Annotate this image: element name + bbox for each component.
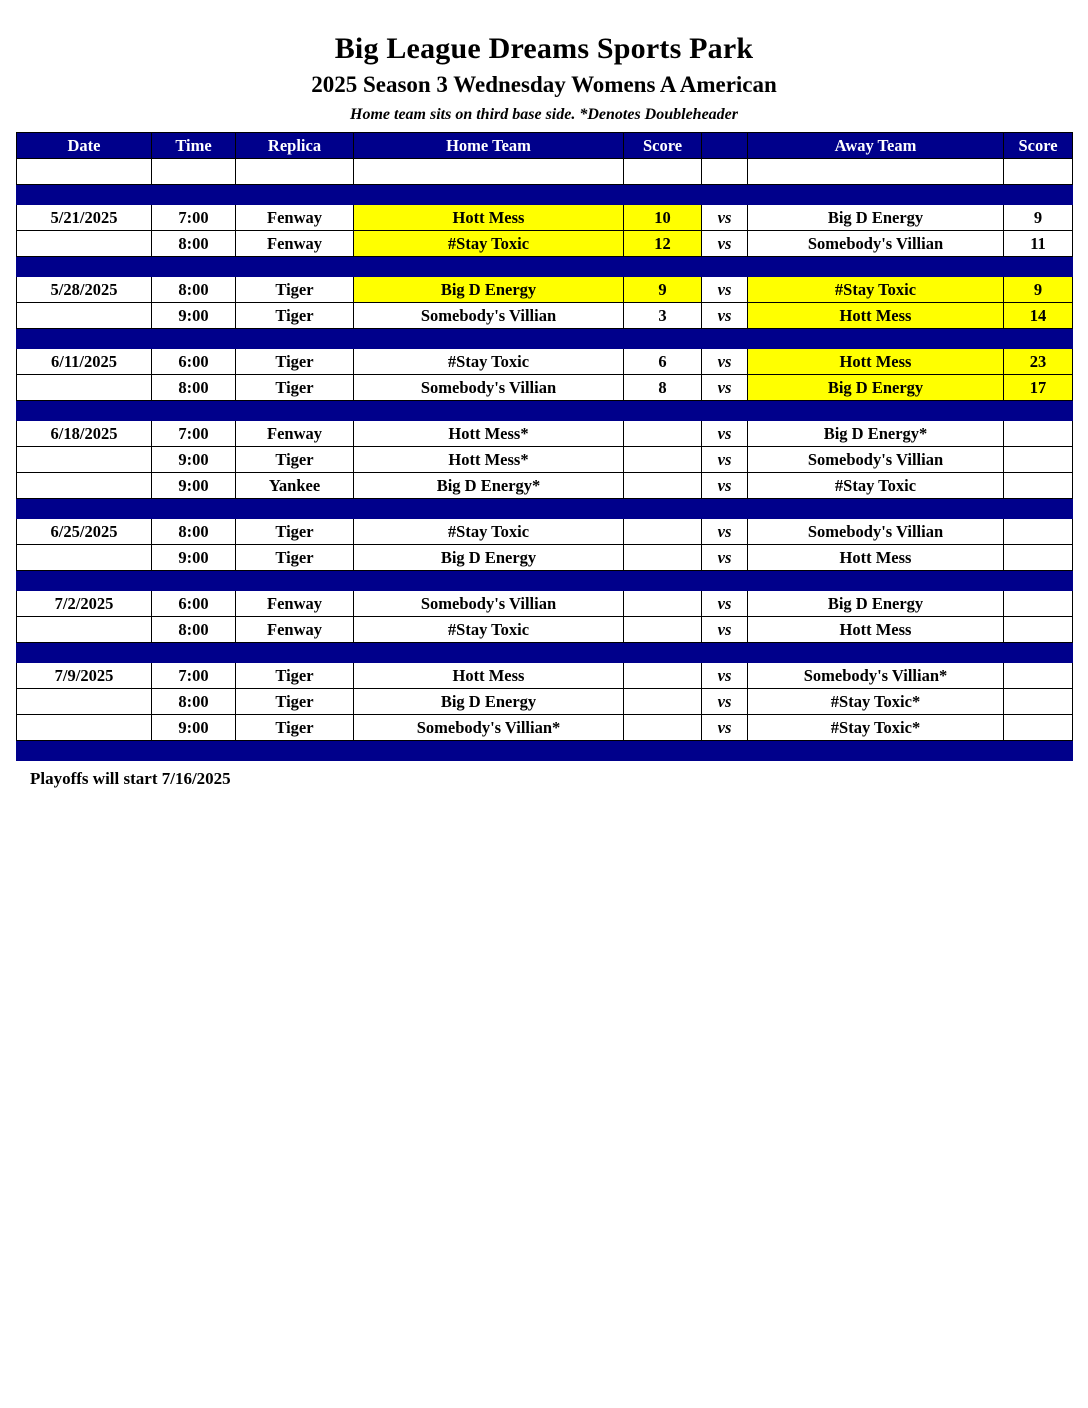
cell-home-team: #Stay Toxic <box>354 519 624 545</box>
cell-vs: vs <box>702 349 748 375</box>
cell-away-score: 9 <box>1004 277 1073 303</box>
cell-vs: vs <box>702 231 748 257</box>
cell-away-score <box>1004 617 1073 643</box>
section-divider <box>17 329 1073 349</box>
cell-vs: vs <box>702 303 748 329</box>
column-header-replica: Replica <box>236 133 354 159</box>
cell-date <box>17 617 152 643</box>
cell-away-team: Hott Mess <box>748 349 1004 375</box>
cell-home-team: Big D Energy* <box>354 473 624 499</box>
cell-time: 8:00 <box>152 519 236 545</box>
cell-away-team: #Stay Toxic <box>748 277 1004 303</box>
cell-away-team: Somebody's Villian <box>748 447 1004 473</box>
cell-replica: Tiger <box>236 663 354 689</box>
cell-home-score <box>624 473 702 499</box>
cell-time: 8:00 <box>152 375 236 401</box>
section-divider <box>17 741 1073 761</box>
table-row <box>17 545 1073 571</box>
cell-replica: Fenway <box>236 421 354 447</box>
column-header-home-team: Home Team <box>354 133 624 159</box>
cell-vs: vs <box>702 715 748 741</box>
cell-date: 6/18/2025 <box>17 421 152 447</box>
cell-replica: Tiger <box>236 349 354 375</box>
cell-time: 8:00 <box>152 277 236 303</box>
column-header-date: Date <box>17 133 152 159</box>
cell-time: 9:00 <box>152 473 236 499</box>
column-header-time: Time <box>152 133 236 159</box>
page-subtitle: 2025 Season 3 Wednesday Womens A American <box>311 72 777 97</box>
table-body <box>17 159 1073 761</box>
cell-home-team: Big D Energy <box>354 689 624 715</box>
cell-away-score <box>1004 545 1073 571</box>
playoffs-note: Playoffs will start 7/16/2025 <box>30 769 231 788</box>
cell-away-score <box>1004 473 1073 499</box>
cell-away-team: Somebody's Villian <box>748 519 1004 545</box>
cell-time: 7:00 <box>152 663 236 689</box>
cell-replica: Yankee <box>236 473 354 499</box>
cell-home-team: Big D Energy <box>354 545 624 571</box>
cell-replica: Tiger <box>236 545 354 571</box>
page-title: Big League Dreams Sports Park <box>334 32 754 65</box>
empty-cell <box>1004 159 1073 185</box>
section-divider-row <box>17 257 1073 277</box>
cell-home-score: 9 <box>624 277 702 303</box>
column-header-away-score: Score <box>1004 133 1073 159</box>
cell-replica: Fenway <box>236 617 354 643</box>
cell-vs: vs <box>702 205 748 231</box>
cell-home-team: Somebody's Villian <box>354 591 624 617</box>
cell-vs: vs <box>702 375 748 401</box>
cell-away-score <box>1004 663 1073 689</box>
section-divider-row <box>17 643 1073 663</box>
table-row <box>17 689 1073 715</box>
cell-away-team: Hott Mess <box>748 303 1004 329</box>
cell-home-team: Hott Mess* <box>354 421 624 447</box>
cell-time: 8:00 <box>152 689 236 715</box>
cell-vs: vs <box>702 473 748 499</box>
empty-cell <box>624 159 702 185</box>
table-row <box>17 715 1073 741</box>
table-header <box>17 133 1073 159</box>
cell-home-score <box>624 617 702 643</box>
cell-vs: vs <box>702 689 748 715</box>
column-header-away-team: Away Team <box>748 133 1004 159</box>
cell-away-team: Big D Energy <box>748 375 1004 401</box>
cell-home-team: Hott Mess <box>354 205 624 231</box>
cell-away-team: #Stay Toxic* <box>748 715 1004 741</box>
cell-home-team: #Stay Toxic <box>354 231 624 257</box>
table-row <box>17 591 1073 617</box>
column-header-vs <box>702 133 748 159</box>
cell-home-team: Hott Mess* <box>354 447 624 473</box>
cell-home-score: 12 <box>624 231 702 257</box>
cell-away-team: Big D Energy <box>748 205 1004 231</box>
cell-time: 7:00 <box>152 205 236 231</box>
cell-date <box>17 303 152 329</box>
cell-home-score: 8 <box>624 375 702 401</box>
cell-replica: Tiger <box>236 519 354 545</box>
table-row <box>17 375 1073 401</box>
empty-row <box>17 159 1073 185</box>
section-divider <box>17 571 1073 591</box>
cell-date: 5/21/2025 <box>17 205 152 231</box>
cell-away-team: Somebody's Villian* <box>748 663 1004 689</box>
cell-home-score <box>624 447 702 473</box>
cell-date <box>17 473 152 499</box>
cell-away-score <box>1004 715 1073 741</box>
cell-time: 6:00 <box>152 591 236 617</box>
empty-cell <box>354 159 624 185</box>
cell-away-score <box>1004 447 1073 473</box>
cell-away-team: #Stay Toxic <box>748 473 1004 499</box>
cell-date: 6/25/2025 <box>17 519 152 545</box>
cell-time: 8:00 <box>152 231 236 257</box>
cell-away-score <box>1004 689 1073 715</box>
cell-away-score: 11 <box>1004 231 1073 257</box>
empty-cell <box>748 159 1004 185</box>
cell-date: 6/11/2025 <box>17 349 152 375</box>
cell-replica: Tiger <box>236 447 354 473</box>
cell-away-score <box>1004 591 1073 617</box>
section-divider <box>17 257 1073 277</box>
cell-home-score <box>624 715 702 741</box>
cell-home-team: #Stay Toxic <box>354 349 624 375</box>
cell-home-team: Hott Mess <box>354 663 624 689</box>
cell-replica: Fenway <box>236 205 354 231</box>
cell-home-score: 10 <box>624 205 702 231</box>
section-divider-row <box>17 499 1073 519</box>
table-row <box>17 349 1073 375</box>
cell-date: 5/28/2025 <box>17 277 152 303</box>
cell-replica: Tiger <box>236 375 354 401</box>
cell-vs: vs <box>702 545 748 571</box>
cell-away-team: Somebody's Villian <box>748 231 1004 257</box>
table-row <box>17 447 1073 473</box>
cell-home-team: Big D Energy <box>354 277 624 303</box>
cell-home-score <box>624 519 702 545</box>
cell-date: 7/2/2025 <box>17 591 152 617</box>
table-header-row <box>17 133 1073 159</box>
cell-vs: vs <box>702 519 748 545</box>
cell-home-score <box>624 663 702 689</box>
cell-time: 7:00 <box>152 421 236 447</box>
cell-time: 9:00 <box>152 303 236 329</box>
cell-away-score <box>1004 421 1073 447</box>
section-divider-row <box>17 329 1073 349</box>
section-divider <box>17 185 1073 205</box>
cell-time: 9:00 <box>152 545 236 571</box>
section-divider-row <box>17 185 1073 205</box>
table-row <box>17 421 1073 447</box>
cell-away-team: Big D Energy* <box>748 421 1004 447</box>
cell-replica: Fenway <box>236 591 354 617</box>
page-note: Home team sits on third base side. *Denotes Doubleheader <box>350 106 738 123</box>
cell-date <box>17 375 152 401</box>
cell-home-score <box>624 591 702 617</box>
table-row <box>17 617 1073 643</box>
cell-home-score <box>624 421 702 447</box>
table-row <box>17 663 1073 689</box>
section-divider <box>17 401 1073 421</box>
cell-home-score: 3 <box>624 303 702 329</box>
cell-away-team: Hott Mess <box>748 617 1004 643</box>
cell-date <box>17 231 152 257</box>
cell-away-team: #Stay Toxic* <box>748 689 1004 715</box>
cell-away-team: Big D Energy <box>748 591 1004 617</box>
cell-replica: Fenway <box>236 231 354 257</box>
cell-vs: vs <box>702 663 748 689</box>
cell-time: 9:00 <box>152 715 236 741</box>
cell-home-team: #Stay Toxic <box>354 617 624 643</box>
cell-away-score: 9 <box>1004 205 1073 231</box>
cell-replica: Tiger <box>236 277 354 303</box>
cell-away-score: 17 <box>1004 375 1073 401</box>
cell-home-score: 6 <box>624 349 702 375</box>
cell-away-score <box>1004 519 1073 545</box>
cell-time: 9:00 <box>152 447 236 473</box>
section-divider <box>17 499 1073 519</box>
cell-away-score: 23 <box>1004 349 1073 375</box>
cell-home-team: Somebody's Villian <box>354 375 624 401</box>
cell-vs: vs <box>702 277 748 303</box>
table-row <box>17 205 1073 231</box>
table-row <box>17 519 1073 545</box>
cell-vs: vs <box>702 617 748 643</box>
cell-replica: Tiger <box>236 689 354 715</box>
cell-vs: vs <box>702 447 748 473</box>
cell-home-team: Somebody's Villian* <box>354 715 624 741</box>
cell-away-score: 14 <box>1004 303 1073 329</box>
empty-cell <box>17 159 152 185</box>
cell-home-score <box>624 689 702 715</box>
cell-home-team: Somebody's Villian <box>354 303 624 329</box>
schedule-table <box>16 132 1073 761</box>
section-divider-row <box>17 401 1073 421</box>
section-divider-row <box>17 741 1073 761</box>
cell-date <box>17 545 152 571</box>
cell-date <box>17 689 152 715</box>
table-row <box>17 231 1073 257</box>
cell-home-score <box>624 545 702 571</box>
cell-date: 7/9/2025 <box>17 663 152 689</box>
column-header-home-score: Score <box>624 133 702 159</box>
section-divider-row <box>17 571 1073 591</box>
empty-cell <box>702 159 748 185</box>
table-row <box>17 473 1073 499</box>
empty-cell <box>236 159 354 185</box>
section-divider <box>17 643 1073 663</box>
cell-date <box>17 447 152 473</box>
cell-time: 8:00 <box>152 617 236 643</box>
table-row <box>17 277 1073 303</box>
empty-cell <box>152 159 236 185</box>
table-row <box>17 303 1073 329</box>
cell-date <box>17 715 152 741</box>
cell-vs: vs <box>702 591 748 617</box>
cell-away-team: Hott Mess <box>748 545 1004 571</box>
cell-vs: vs <box>702 421 748 447</box>
cell-replica: Tiger <box>236 715 354 741</box>
cell-replica: Tiger <box>236 303 354 329</box>
cell-time: 6:00 <box>152 349 236 375</box>
